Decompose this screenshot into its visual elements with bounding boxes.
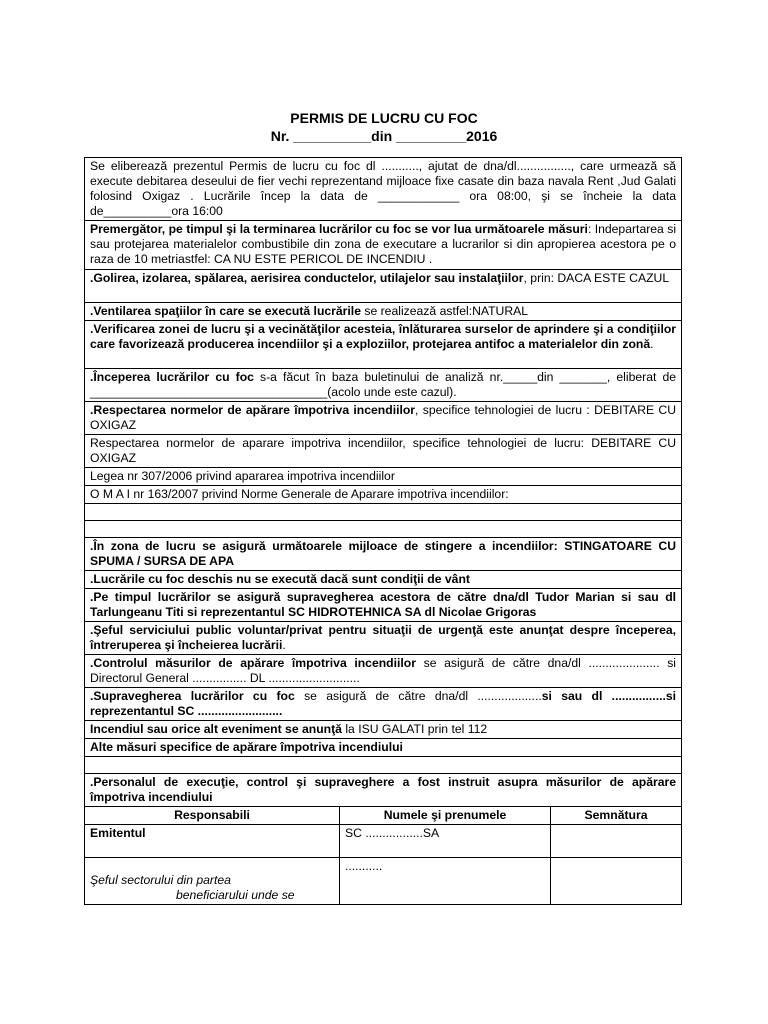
measures-text: : Indepartarea si sau protejarea materialelor combustibile din zona de executare a lucrarilor si din apropierea acestora pe o raza de 10 metriastfel: CA NU ESTE PERICOL DE INCENDIU . bbox=[90, 222, 677, 266]
table-row bbox=[85, 321, 682, 369]
row-sef-serviciu-end: . bbox=[282, 638, 286, 652]
row-control-text: se asigură de către dna/dl ..................... si Directorul General ................ DL ........................... bbox=[90, 656, 677, 685]
table-row bbox=[85, 538, 682, 571]
table-row bbox=[85, 739, 682, 757]
row-respectare bbox=[85, 402, 682, 435]
table-row bbox=[85, 622, 682, 655]
table-row bbox=[85, 486, 682, 504]
table-row bbox=[85, 774, 682, 807]
row-golirea-heading: .Golirea, izolarea, spălarea, aerisirea conductelor, utilajelor sau instalaţiilor bbox=[90, 271, 524, 285]
col-header-responsabili: Responsabili bbox=[85, 807, 340, 825]
row-respectare-heading: .Respectarea normelor de apărare împotriva incendiilor bbox=[90, 403, 416, 417]
sef-sector-cell bbox=[85, 858, 340, 905]
emitent-label: Emitentul bbox=[85, 825, 340, 858]
document-number-line: Nr. __________din _________2016 bbox=[270, 128, 498, 144]
table-row bbox=[85, 468, 682, 486]
row-verificare-text: . bbox=[650, 337, 654, 351]
emitent-signature bbox=[551, 825, 682, 858]
col-header-nume: Numele şi prenumele bbox=[340, 807, 551, 825]
row-supraveghere-heading: .Supravegherea lucrărilor cu foc bbox=[90, 689, 295, 703]
empty-row bbox=[85, 757, 682, 774]
row-verificare bbox=[85, 321, 682, 369]
row-respectare-2: Respectarea normelor de aparare impotriva incendiilor, specifice tehnologiei de lucru: DEBITARE CU OXIGAZ bbox=[85, 435, 682, 468]
row-control bbox=[85, 655, 682, 688]
row-supraveghere-lucrari: .Pe timpul lucrărilor se asigură supravegherea acestora de către dna/dl Tudor Marian si sau dl Tarlungeanu Titi si reprezentantul SC HIDROTEHNICA SA dl Nicolae Grigoras bbox=[85, 589, 682, 622]
table-row bbox=[85, 369, 682, 402]
table-row bbox=[85, 589, 682, 622]
emitent-name: SC .................SA bbox=[340, 825, 551, 858]
sef-sector-name: ........... bbox=[340, 858, 551, 905]
row-golirea-text: , prin: DACA ESTE CAZUL bbox=[523, 271, 670, 285]
table-row bbox=[85, 571, 682, 589]
table-row bbox=[85, 435, 682, 468]
table-row bbox=[85, 825, 682, 858]
table-row bbox=[85, 655, 682, 688]
table-row bbox=[85, 270, 682, 303]
row-incendiu-heading: Incendiul sau orice alt eveniment se anunţă bbox=[90, 722, 342, 736]
row-omai: O M A I nr 163/2007 privind Norme Generale de Aparare impotriva incendiilor: bbox=[85, 486, 682, 504]
row-ventilare-heading: .Ventilarea spaţiilor în care se execută lucrările bbox=[90, 304, 361, 318]
table-row bbox=[85, 504, 682, 521]
row-stingere: .În zona de lucru se asigură următoarele mijloace de stingere a incendiilor: STINGATOARE CU SPUMA / SURSA DE APA bbox=[85, 538, 682, 571]
row-incendiu bbox=[85, 721, 682, 739]
table-row bbox=[85, 402, 682, 435]
row-ventilare-text: se realizează astfel:NATURAL bbox=[360, 304, 529, 318]
row-alte-masuri: Alte măsuri specifice de apărare împotriva incendiului bbox=[85, 739, 682, 757]
row-sef-serviciu-text: .Şeful serviciului public voluntar/privat pentru situaţii de urgenţă este anunţat despre începerea, întreruperea şi încheierea lucrării bbox=[90, 623, 677, 652]
row-control-heading: .Controlul măsurilor de apărare împotriva incendiilor bbox=[90, 656, 416, 670]
document-title: PERMIS DE LUCRU CU FOC bbox=[290, 110, 478, 126]
row-supraveghere-heading-2: si sau dl ................si reprezentantul SC ......................... bbox=[90, 689, 677, 718]
row-supraveghere bbox=[85, 688, 682, 721]
table-row bbox=[85, 807, 682, 825]
table-row bbox=[85, 688, 682, 721]
row-sef-serviciu bbox=[85, 622, 682, 655]
table-row bbox=[85, 757, 682, 774]
row-legea: Legea nr 307/2006 privind apararea impotriva incendiilor bbox=[85, 468, 682, 486]
row-ventilare bbox=[85, 303, 682, 321]
table-row bbox=[85, 521, 682, 538]
col-header-semnatura: Semnătura bbox=[551, 807, 682, 825]
sef-sector-label-2: beneficiarului unde se bbox=[176, 888, 295, 902]
row-incendiu-text: la ISU GALATI prin tel 112 bbox=[341, 722, 488, 736]
row-supraveghere-text: se asigură de către dna/dl ................... bbox=[294, 689, 542, 703]
row-verificare-heading: .Verificarea zonei de lucru şi a vecinătăţilor acesteia, înlăturarea surselor de aprindere şi a condiţiilor care favorizează producerea incendiilor şi a exploziilor, protejarea antifoc a materialelor din zonă bbox=[90, 322, 677, 351]
empty-row bbox=[85, 504, 682, 521]
table-row bbox=[85, 158, 682, 221]
row-incepere bbox=[85, 369, 682, 402]
empty-row bbox=[85, 521, 682, 538]
permit-intro: Se eliberează prezentul Permis de lucru cu foc dl ..........., ajutat de dna/dl................, care urmează să execute debitarea deseului de fier vechi reprezentand mijloace fixe casate din baza navala Rent ,Jud Galati folosind Oxigaz . Lucrările încep la data de ____________ ora 08:00, şi se încheie la data de__________ora 16:00 bbox=[85, 158, 682, 221]
sef-sector-signature bbox=[551, 858, 682, 905]
table-row bbox=[85, 721, 682, 739]
row-respectare-text: , specifice tehnologiei de lucru : DEBITARE CU OXIGAZ bbox=[90, 403, 677, 432]
measures-heading: Premergător, pe timpul şi la terminarea lucrărilor cu foc se vor lua următoarele măsuri bbox=[90, 222, 588, 236]
table-row bbox=[85, 221, 682, 270]
row-incepere-heading: .Începerea lucrărilor cu foc bbox=[90, 370, 254, 384]
measures-row bbox=[85, 221, 682, 270]
row-personal: .Personalul de execuţie, control şi supraveghere a fost instruit asupra măsurilor de apărare împotriva incendiului bbox=[85, 774, 682, 807]
sef-sector-label-1: Şeful sectorului din partea bbox=[90, 873, 231, 887]
table-row bbox=[85, 303, 682, 321]
row-incepere-text: s-a făcut în baza buletinului de analiză nr._____din _______, eliberat de ___________________________________(acolo unde este cazul). bbox=[90, 370, 677, 399]
row-golirea bbox=[85, 270, 682, 303]
table-row bbox=[85, 858, 682, 905]
row-vant: .Lucrările cu foc deschis nu se execută dacă sunt condiţii de vânt bbox=[85, 571, 682, 589]
permit-table bbox=[84, 157, 682, 905]
